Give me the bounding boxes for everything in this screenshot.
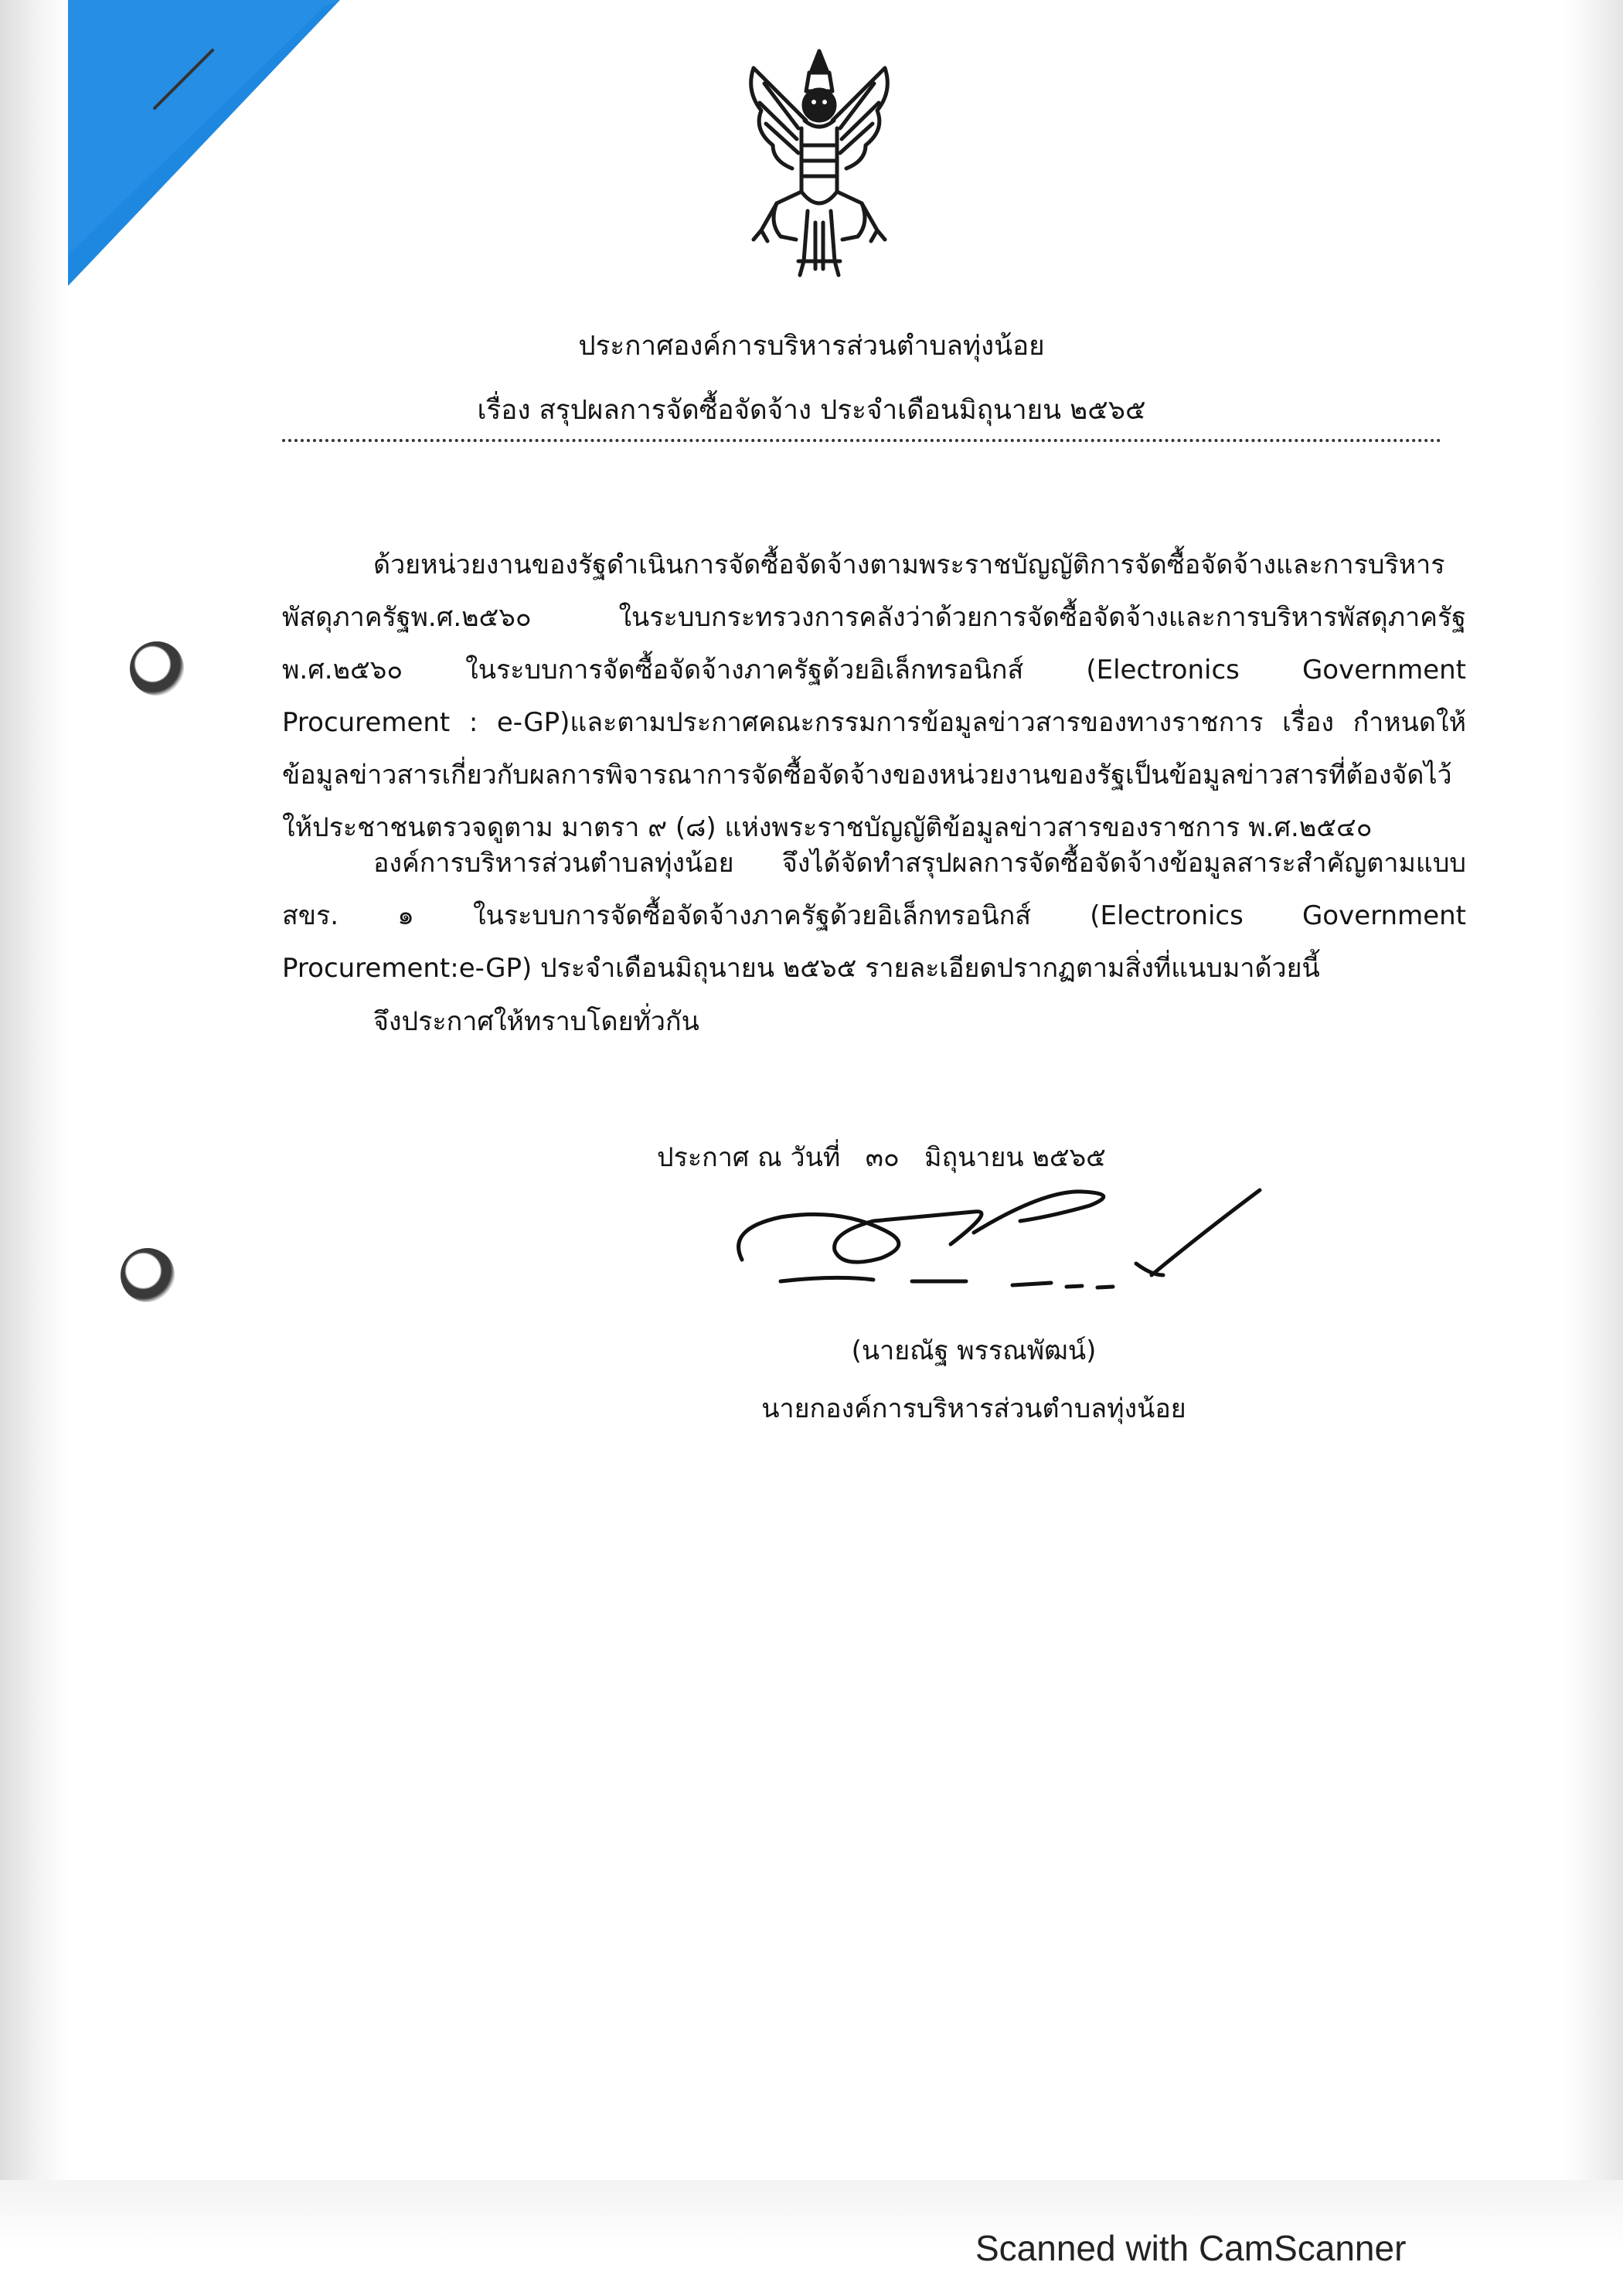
signatory-position: นายกองค์การบริหารส่วนตำบลทุ่งน้อย <box>761 1393 1186 1424</box>
announcement-title: ประกาศองค์การบริหารส่วนตำบลทุ่งน้อย <box>578 331 1045 362</box>
date-prefix: ประกาศ ณ วันที่ <box>657 1142 841 1173</box>
signatory-name: (นายณัฐ พรรณพัฒน์) <box>851 1335 1097 1366</box>
body-paragraph-2 <box>282 837 1466 995</box>
date-month-year: มิถุนายน ๒๕๖๕ <box>924 1142 1106 1173</box>
folder-corner-tab <box>0 0 340 309</box>
garuda-emblem-icon <box>730 37 908 284</box>
dotted-divider <box>282 439 1441 442</box>
closing-line: จึงประกาศให้ทราบโดยทั่วกัน <box>373 1006 699 1037</box>
date-day: ๓๐ <box>865 1142 900 1173</box>
announcement-subject: เรื่อง สรุปผลการจัดซื้อจัดจ้าง ประจำเดือนมิถุนายน ๒๕๖๕ <box>477 395 1146 426</box>
body-paragraph-1-text: ด้วยหน่วยงานของรัฐดำเนินการจัดซื้อจัดจ้างตามพระราชบัญญัติการจัดซื้อจัดจ้างและการบริหารพัสดุภาครัฐพ.ศ.๒๕๖๐ ในระบบกระทรวงการคลังว่าด้วยการจัดซื้อจัดจ้างและการบริหารพัสดุภาครัฐ พ.ศ.๒๕๖๐ ในระบบการจัดซื้อจัดจ้างภาครัฐด้วยอิเล็กทรอนิกส์ (Electronics Government Procurement : e-GP)และตามประกาศคณะกรรมการข้อมูลข่าวสารของทางราชการ เรื่อง กำหนดให้ข้อมูลข่าวสารเกี่ยวกับผลการพิจารณาการจัดซื้อจัดจ้างของหน่วยงานของรัฐเป็นข้อมูลข่าวสารที่ต้องจัดไว้ให้ประชาชนตรวจดูตาม มาตรา ๙ (๘) แห่งพระราชบัญญัติข้อมูลข่าวสารของราชการ พ.ศ.๒๕๔๐ <box>282 549 1466 843</box>
body-paragraph-2-text: องค์การบริหารส่วนตำบลทุ่งน้อย จึงได้จัดทำสรุปผลการจัดซื้อจัดจ้างข้อมูลสาระสำคัญตามแบบ สขร. ๑ ในระบบการจัดซื้อจัดจ้างภาครัฐด้วยอิเล็กทรอนิกส์ (Electronics Government Procurement:e-GP) ประจำเดือนมิถุนายน ๒๕๖๕ รายละเอียดปรากฏตามสิ่งที่แนบมาด้วยนี้ <box>282 848 1466 984</box>
punch-hole-icon <box>121 1248 175 1302</box>
signature <box>719 1159 1298 1306</box>
body-paragraph-1 <box>282 539 1466 854</box>
scanner-watermark: Scanned with CamScanner <box>975 2228 1407 2268</box>
punch-hole-icon <box>130 641 184 696</box>
